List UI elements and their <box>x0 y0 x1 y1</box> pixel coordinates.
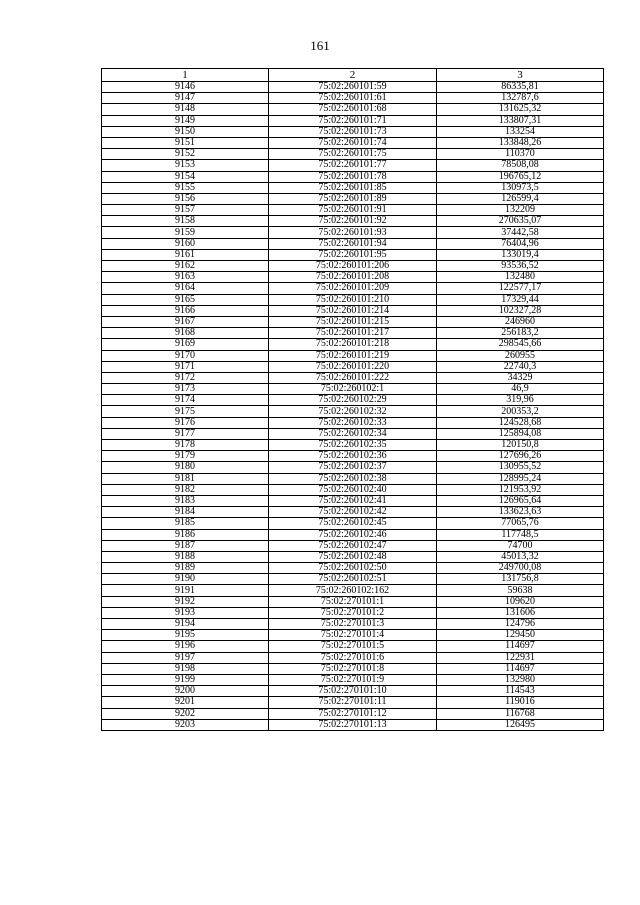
row-number-cell: 9188 <box>102 551 269 562</box>
row-number-cell: 9179 <box>102 451 269 462</box>
table-row <box>102 350 604 361</box>
row-number-cell: 9173 <box>102 384 269 395</box>
table-row <box>102 305 604 316</box>
value-cell: 133848,26 <box>437 137 604 148</box>
value-cell: 133019,4 <box>437 249 604 260</box>
row-number-cell: 9154 <box>102 171 269 182</box>
table-row <box>102 406 604 417</box>
table-row <box>102 227 604 238</box>
value-cell: 131756,8 <box>437 574 604 585</box>
cadastral-number-cell: 75:02:260101:95 <box>269 249 437 260</box>
table-row <box>102 563 604 574</box>
value-cell: 77065,76 <box>437 518 604 529</box>
value-cell: 17329,44 <box>437 294 604 305</box>
value-cell: 122577,17 <box>437 283 604 294</box>
value-cell: 34329 <box>437 372 604 383</box>
row-number-cell: 9171 <box>102 361 269 372</box>
table-row <box>102 507 604 518</box>
cadastral-number-cell: 75:02:260102:46 <box>269 529 437 540</box>
cadastral-number-cell: 75:02:270101:4 <box>269 630 437 641</box>
cadastral-number-cell: 75:02:260101:218 <box>269 339 437 350</box>
value-cell: 74700 <box>437 540 604 551</box>
cadastral-number-cell: 75:02:260102:33 <box>269 417 437 428</box>
cadastral-number-cell: 75:02:260102:1 <box>269 384 437 395</box>
row-number-cell: 9165 <box>102 294 269 305</box>
row-number-cell: 9200 <box>102 686 269 697</box>
cadastral-number-cell: 75:02:260102:32 <box>269 406 437 417</box>
row-number-cell: 9164 <box>102 283 269 294</box>
value-cell: 78508,08 <box>437 160 604 171</box>
table-row <box>102 462 604 473</box>
column-header-3: 3 <box>437 69 604 82</box>
table-row <box>102 484 604 495</box>
cadastral-number-cell: 75:02:260102:51 <box>269 574 437 585</box>
row-number-cell: 9166 <box>102 305 269 316</box>
table-row <box>102 160 604 171</box>
cadastral-number-cell: 75:02:260102:47 <box>269 540 437 551</box>
cadastral-number-cell: 75:02:260101:222 <box>269 372 437 383</box>
row-number-cell: 9170 <box>102 350 269 361</box>
value-cell: 76404,96 <box>437 238 604 249</box>
value-cell: 37442,58 <box>437 227 604 238</box>
table-row <box>102 216 604 227</box>
row-number-cell: 9174 <box>102 395 269 406</box>
cadastral-number-cell: 75:02:270101:5 <box>269 641 437 652</box>
cadastral-number-cell: 75:02:260101:68 <box>269 104 437 115</box>
row-number-cell: 9196 <box>102 641 269 652</box>
table-row <box>102 272 604 283</box>
table-row <box>102 361 604 372</box>
value-cell: 129450 <box>437 630 604 641</box>
table-row <box>102 283 604 294</box>
row-number-cell: 9202 <box>102 708 269 719</box>
value-cell: 128995,24 <box>437 473 604 484</box>
cadastral-number-cell: 75:02:260101:85 <box>269 182 437 193</box>
value-cell: 133254 <box>437 126 604 137</box>
value-cell: 132787,6 <box>437 93 604 104</box>
row-number-cell: 9195 <box>102 630 269 641</box>
row-number-cell: 9199 <box>102 674 269 685</box>
table-row <box>102 630 604 641</box>
table-row <box>102 540 604 551</box>
cadastral-number-cell: 75:02:260101:74 <box>269 137 437 148</box>
cadastral-number-cell: 75:02:260101:219 <box>269 350 437 361</box>
value-cell: 127696,26 <box>437 451 604 462</box>
cadastral-number-cell: 75:02:260101:71 <box>269 115 437 126</box>
row-number-cell: 9186 <box>102 529 269 540</box>
row-number-cell: 9172 <box>102 372 269 383</box>
row-number-cell: 9146 <box>102 82 269 93</box>
cadastral-number-cell: 75:02:260102:29 <box>269 395 437 406</box>
row-number-cell: 9151 <box>102 137 269 148</box>
cadastral-number-cell: 75:02:260101:91 <box>269 205 437 216</box>
table-row <box>102 495 604 506</box>
value-cell: 46,9 <box>437 384 604 395</box>
table-row <box>102 372 604 383</box>
value-cell: 249700,08 <box>437 563 604 574</box>
cadastral-number-cell: 75:02:260101:209 <box>269 283 437 294</box>
table-row <box>102 686 604 697</box>
cadastral-number-cell: 75:02:270101:2 <box>269 607 437 618</box>
table-row <box>102 126 604 137</box>
table-row <box>102 249 604 260</box>
cadastral-number-cell: 75:02:260101:206 <box>269 261 437 272</box>
cadastral-number-cell: 75:02:260101:61 <box>269 93 437 104</box>
value-cell: 256183,2 <box>437 328 604 339</box>
value-cell: 246960 <box>437 316 604 327</box>
value-cell: 132209 <box>437 205 604 216</box>
row-number-cell: 9161 <box>102 249 269 260</box>
row-number-cell: 9168 <box>102 328 269 339</box>
table-row <box>102 619 604 630</box>
row-number-cell: 9178 <box>102 440 269 451</box>
row-number-cell: 9183 <box>102 495 269 506</box>
table-row <box>102 719 604 730</box>
column-header-1: 1 <box>102 69 269 82</box>
value-cell: 125894,08 <box>437 428 604 439</box>
column-header-2: 2 <box>269 69 437 82</box>
value-cell: 114697 <box>437 663 604 674</box>
row-number-cell: 9182 <box>102 484 269 495</box>
table-row <box>102 663 604 674</box>
row-number-cell: 9175 <box>102 406 269 417</box>
table-row <box>102 93 604 104</box>
cadastral-number-cell: 75:02:270101:6 <box>269 652 437 663</box>
row-number-cell: 9198 <box>102 663 269 674</box>
table-row <box>102 417 604 428</box>
row-number-cell: 9157 <box>102 205 269 216</box>
value-cell: 117748,5 <box>437 529 604 540</box>
registry-table <box>101 68 604 731</box>
row-number-cell: 9201 <box>102 697 269 708</box>
table-row <box>102 104 604 115</box>
table-row <box>102 384 604 395</box>
cadastral-number-cell: 75:02:260101:220 <box>269 361 437 372</box>
table-row <box>102 316 604 327</box>
row-number-cell: 9158 <box>102 216 269 227</box>
cadastral-number-cell: 75:02:260102:48 <box>269 551 437 562</box>
value-cell: 130973,5 <box>437 182 604 193</box>
cadastral-number-cell: 75:02:270101:10 <box>269 686 437 697</box>
table-row <box>102 674 604 685</box>
row-number-cell: 9194 <box>102 619 269 630</box>
table-row <box>102 473 604 484</box>
row-number-cell: 9159 <box>102 227 269 238</box>
value-cell: 131625,32 <box>437 104 604 115</box>
value-cell: 124528,68 <box>437 417 604 428</box>
cadastral-number-cell: 75:02:270101:8 <box>269 663 437 674</box>
row-number-cell: 9150 <box>102 126 269 137</box>
cadastral-number-cell: 75:02:260101:217 <box>269 328 437 339</box>
cadastral-number-cell: 75:02:260101:210 <box>269 294 437 305</box>
value-cell: 132980 <box>437 674 604 685</box>
value-cell: 119016 <box>437 697 604 708</box>
row-number-cell: 9160 <box>102 238 269 249</box>
table-row <box>102 149 604 160</box>
value-cell: 110370 <box>437 149 604 160</box>
value-cell: 126599,4 <box>437 193 604 204</box>
value-cell: 260955 <box>437 350 604 361</box>
cadastral-number-cell: 75:02:260102:36 <box>269 451 437 462</box>
table-row <box>102 261 604 272</box>
table-row <box>102 451 604 462</box>
value-cell: 102327,28 <box>437 305 604 316</box>
table-header-row <box>102 69 604 82</box>
row-number-cell: 9197 <box>102 652 269 663</box>
row-number-cell: 9147 <box>102 93 269 104</box>
value-cell: 131606 <box>437 607 604 618</box>
cadastral-number-cell: 75:02:260102:34 <box>269 428 437 439</box>
table-row <box>102 641 604 652</box>
table-row <box>102 294 604 305</box>
value-cell: 109620 <box>437 596 604 607</box>
value-cell: 120150,8 <box>437 440 604 451</box>
cadastral-number-cell: 75:02:260102:37 <box>269 462 437 473</box>
table-body <box>102 82 604 731</box>
cadastral-number-cell: 75:02:270101:9 <box>269 674 437 685</box>
table-row <box>102 596 604 607</box>
table-row <box>102 395 604 406</box>
table-row <box>102 171 604 182</box>
value-cell: 59638 <box>437 585 604 596</box>
table-row <box>102 115 604 126</box>
cadastral-number-cell: 75:02:270101:13 <box>269 719 437 730</box>
row-number-cell: 9190 <box>102 574 269 585</box>
table-row <box>102 193 604 204</box>
row-number-cell: 9189 <box>102 563 269 574</box>
cadastral-number-cell: 75:02:260101:75 <box>269 149 437 160</box>
table-row <box>102 697 604 708</box>
cadastral-number-cell: 75:02:260101:77 <box>269 160 437 171</box>
table-row <box>102 238 604 249</box>
cadastral-number-cell: 75:02:260102:41 <box>269 495 437 506</box>
cadastral-number-cell: 75:02:270101:1 <box>269 596 437 607</box>
table-row <box>102 328 604 339</box>
row-number-cell: 9187 <box>102 540 269 551</box>
cadastral-number-cell: 75:02:260102:38 <box>269 473 437 484</box>
cadastral-number-cell: 75:02:260101:215 <box>269 316 437 327</box>
row-number-cell: 9169 <box>102 339 269 350</box>
table-row <box>102 585 604 596</box>
row-number-cell: 9176 <box>102 417 269 428</box>
cadastral-number-cell: 75:02:260101:208 <box>269 272 437 283</box>
table-row <box>102 574 604 585</box>
value-cell: 319,96 <box>437 395 604 406</box>
value-cell: 126495 <box>437 719 604 730</box>
value-cell: 124796 <box>437 619 604 630</box>
cadastral-number-cell: 75:02:260101:93 <box>269 227 437 238</box>
row-number-cell: 9153 <box>102 160 269 171</box>
row-number-cell: 9148 <box>102 104 269 115</box>
value-cell: 126965,64 <box>437 495 604 506</box>
value-cell: 133623,63 <box>437 507 604 518</box>
value-cell: 114697 <box>437 641 604 652</box>
cadastral-number-cell: 75:02:260101:89 <box>269 193 437 204</box>
table-row <box>102 708 604 719</box>
cadastral-number-cell: 75:02:260102:50 <box>269 563 437 574</box>
row-number-cell: 9177 <box>102 428 269 439</box>
value-cell: 133807,31 <box>437 115 604 126</box>
table-row <box>102 607 604 618</box>
row-number-cell: 9163 <box>102 272 269 283</box>
row-number-cell: 9193 <box>102 607 269 618</box>
value-cell: 116768 <box>437 708 604 719</box>
cadastral-number-cell: 75:02:270101:11 <box>269 697 437 708</box>
value-cell: 93536,52 <box>437 261 604 272</box>
cadastral-number-cell: 75:02:270101:3 <box>269 619 437 630</box>
table-row <box>102 551 604 562</box>
table-row <box>102 205 604 216</box>
row-number-cell: 9152 <box>102 149 269 160</box>
row-number-cell: 9203 <box>102 719 269 730</box>
cadastral-number-cell: 75:02:260102:162 <box>269 585 437 596</box>
value-cell: 22740,3 <box>437 361 604 372</box>
cadastral-number-cell: 75:02:260102:35 <box>269 440 437 451</box>
row-number-cell: 9155 <box>102 182 269 193</box>
cadastral-number-cell: 75:02:270101:12 <box>269 708 437 719</box>
value-cell: 122931 <box>437 652 604 663</box>
table-row <box>102 529 604 540</box>
row-number-cell: 9185 <box>102 518 269 529</box>
table-row <box>102 182 604 193</box>
row-number-cell: 9149 <box>102 115 269 126</box>
table-row <box>102 339 604 350</box>
value-cell: 196765,12 <box>437 171 604 182</box>
row-number-cell: 9181 <box>102 473 269 484</box>
value-cell: 45013,32 <box>437 551 604 562</box>
table-row <box>102 137 604 148</box>
table-row <box>102 652 604 663</box>
row-number-cell: 9192 <box>102 596 269 607</box>
value-cell: 200353,2 <box>437 406 604 417</box>
value-cell: 121953,92 <box>437 484 604 495</box>
cadastral-number-cell: 75:02:260101:78 <box>269 171 437 182</box>
table-row <box>102 518 604 529</box>
value-cell: 114543 <box>437 686 604 697</box>
table-row <box>102 440 604 451</box>
page-number: 161 <box>310 38 330 53</box>
value-cell: 86335,81 <box>437 82 604 93</box>
value-cell: 298545,66 <box>437 339 604 350</box>
cadastral-number-cell: 75:02:260101:214 <box>269 305 437 316</box>
cadastral-number-cell: 75:02:260101:59 <box>269 82 437 93</box>
row-number-cell: 9191 <box>102 585 269 596</box>
cadastral-number-cell: 75:02:260101:92 <box>269 216 437 227</box>
row-number-cell: 9180 <box>102 462 269 473</box>
cadastral-number-cell: 75:02:260101:94 <box>269 238 437 249</box>
row-number-cell: 9156 <box>102 193 269 204</box>
cadastral-number-cell: 75:02:260102:40 <box>269 484 437 495</box>
table-row <box>102 428 604 439</box>
cadastral-number-cell: 75:02:260101:73 <box>269 126 437 137</box>
value-cell: 130955,52 <box>437 462 604 473</box>
row-number-cell: 9167 <box>102 316 269 327</box>
value-cell: 132480 <box>437 272 604 283</box>
value-cell: 270635,07 <box>437 216 604 227</box>
cadastral-number-cell: 75:02:260102:45 <box>269 518 437 529</box>
cadastral-number-cell: 75:02:260102:42 <box>269 507 437 518</box>
row-number-cell: 9184 <box>102 507 269 518</box>
row-number-cell: 9162 <box>102 261 269 272</box>
table-row <box>102 82 604 93</box>
